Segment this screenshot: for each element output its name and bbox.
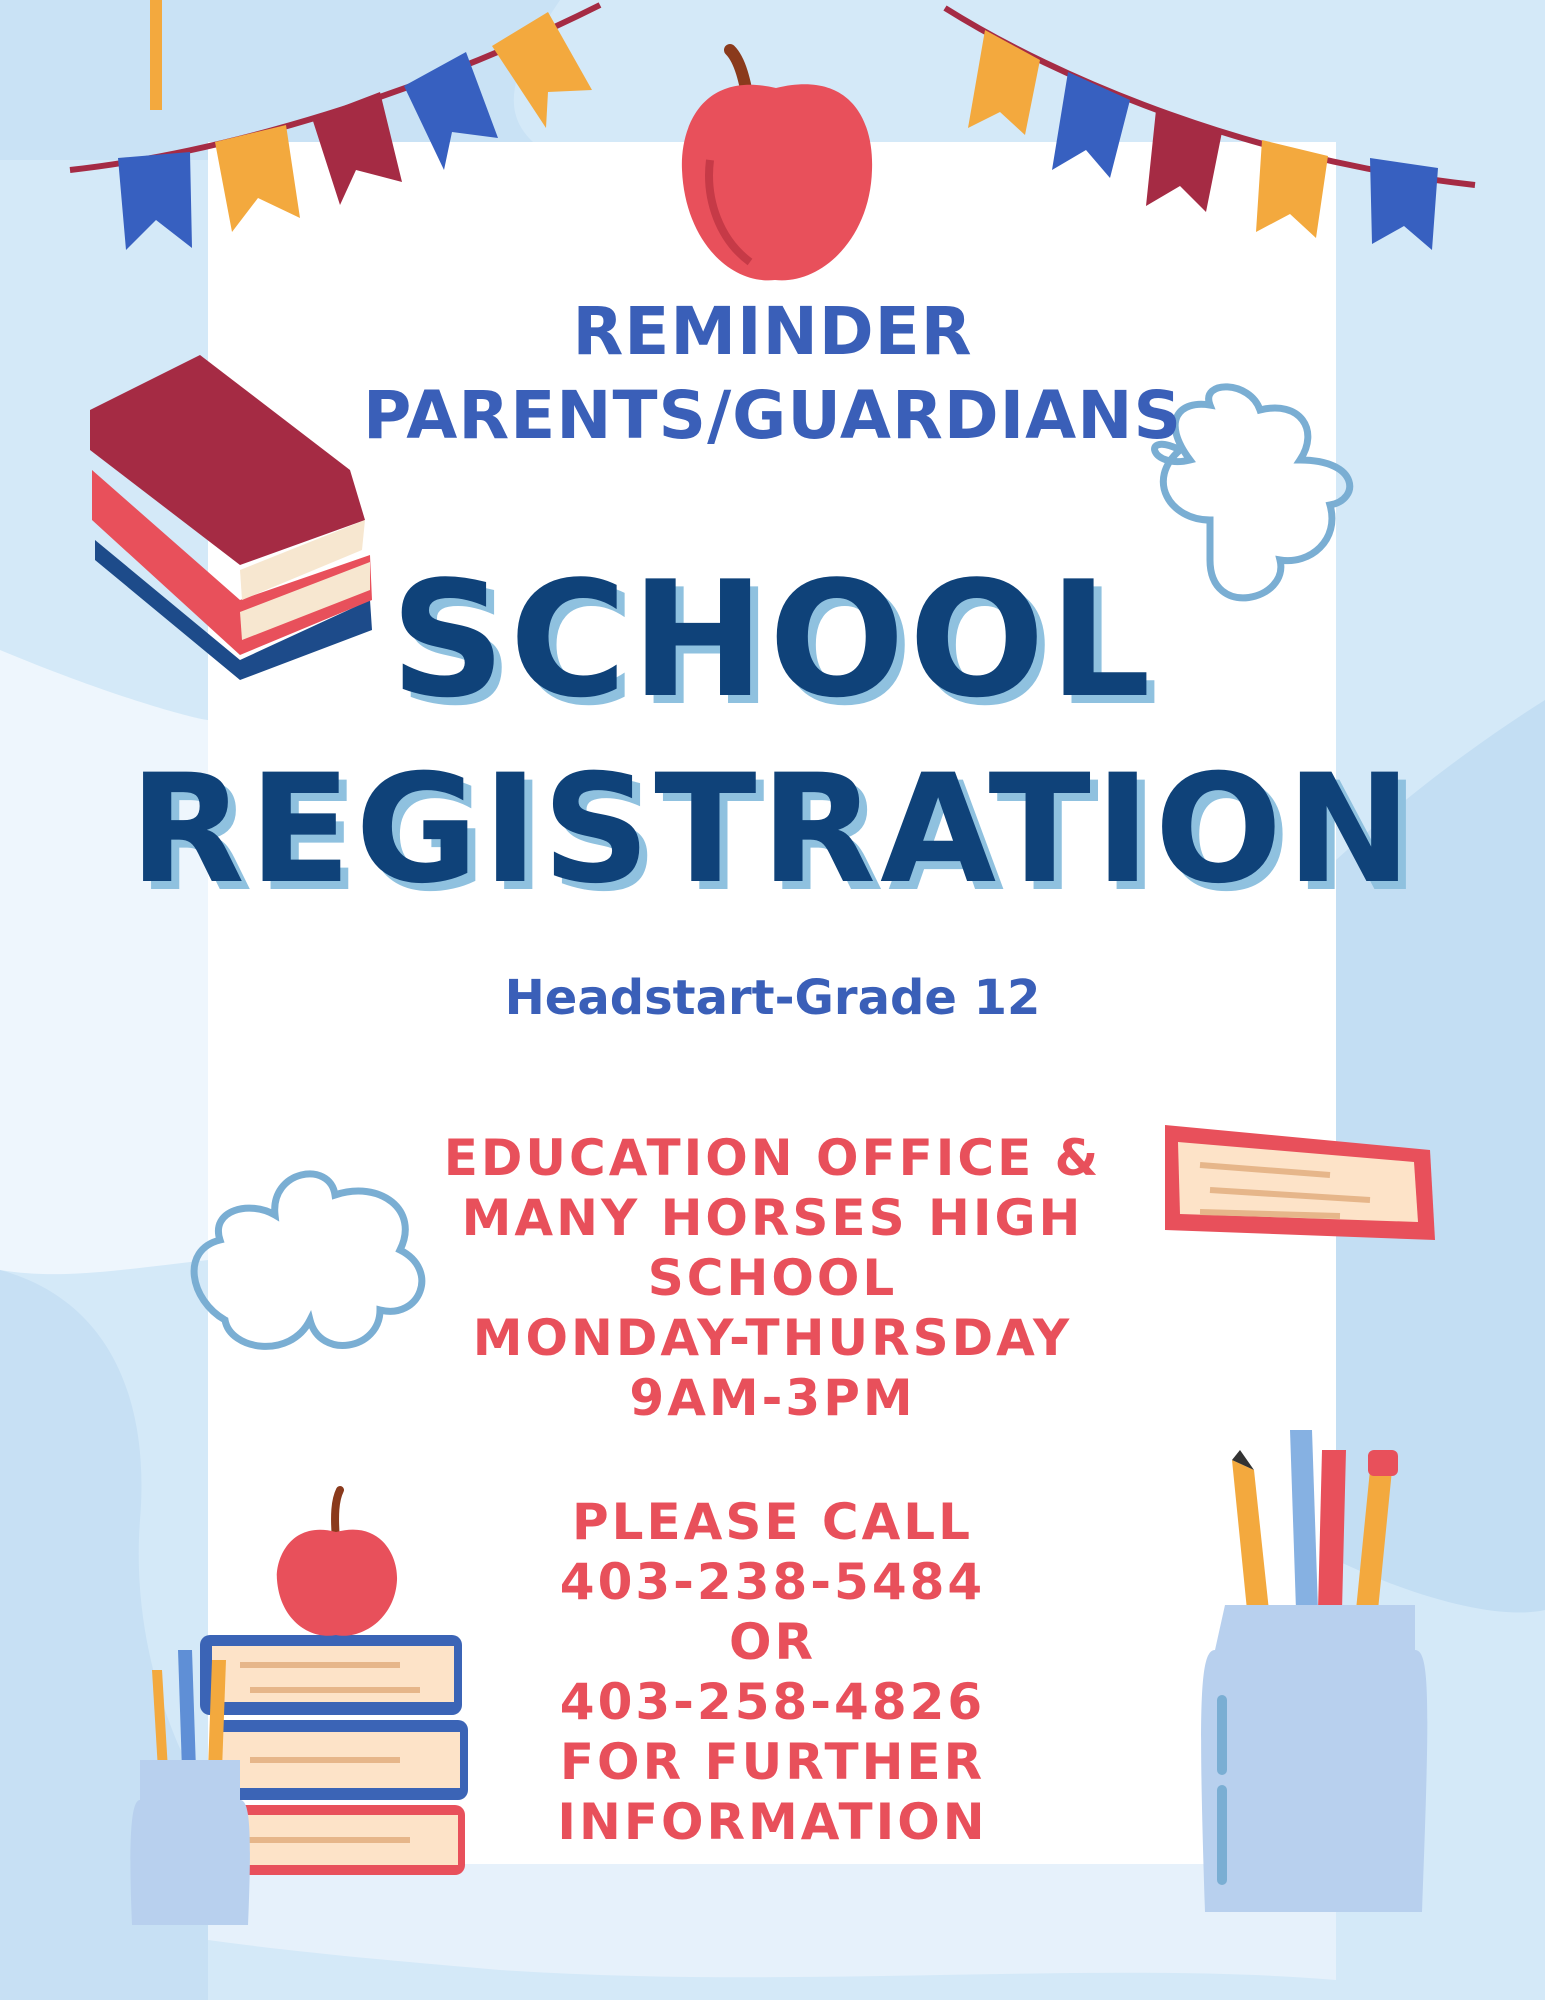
bunting-left-icon <box>70 5 600 250</box>
location-line: 9AM-3PM <box>629 1369 916 1427</box>
phone-number: 403-238-5484 <box>559 1553 986 1611</box>
grades-subtitle: Headstart-Grade 12 <box>504 970 1041 1026</box>
contact-line: INFORMATION <box>557 1793 988 1851</box>
location-line: MANY HORSES HIGH <box>461 1189 1084 1247</box>
location-hours <box>0 1128 1545 1428</box>
title-line-2: REGISTRATION <box>129 743 1416 917</box>
reminder-heading <box>0 290 1545 458</box>
reminder-line-2: PARENTS/GUARDIANS <box>362 377 1183 454</box>
contact-info <box>0 1492 1545 1852</box>
location-line: SCHOOL <box>647 1249 898 1307</box>
contact-line: OR <box>728 1613 816 1671</box>
reminder-line-1: REMINDER <box>572 293 973 370</box>
phone-number: 403-258-4826 <box>559 1673 986 1731</box>
location-line: EDUCATION OFFICE & <box>443 1129 1102 1187</box>
bunting-right-icon <box>945 8 1475 250</box>
title-line-1: SCHOOL <box>390 546 1155 733</box>
contact-line: FOR FURTHER <box>559 1733 986 1791</box>
location-line: MONDAY-THURSDAY <box>472 1309 1073 1367</box>
contact-line: PLEASE CALL <box>571 1493 974 1551</box>
apple-icon <box>682 50 872 280</box>
